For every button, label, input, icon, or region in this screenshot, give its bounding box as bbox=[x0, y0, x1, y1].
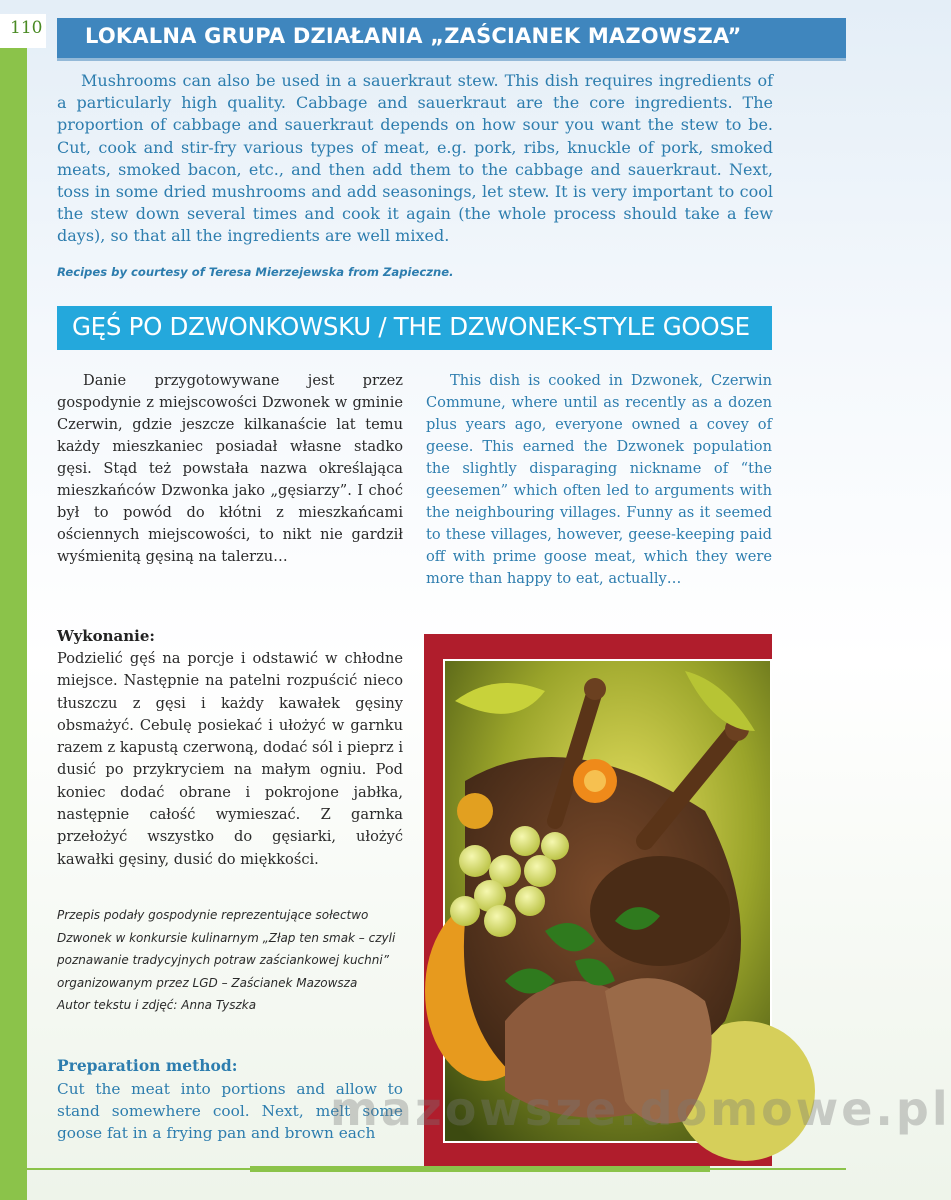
polish-intro: Danie przygotowywane jest przez gospodynie z miejscowości Dzwonek w gminie Czerwin, gdzie jeszcze kilkanaście lat temu każdy mieszkaniec posiadał własne stadko gęsi. Stąd też powstała nazwa określająca mieszkańców Dzwonka jako „gęsiarzy”. I choć był to powód do kłótni z mieszkańcami ościennych miejscowości, to nikt nie gardził wyśmienitą gęsiną na talerzu… bbox=[57, 372, 403, 565]
note-text: Przepis podały gospodynie reprezentujące sołectwo Dzwonek w konkursie kulinarnym „Złap ten smak – czyli poznawanie tradycyjnych potraw zaściankowej kuchni” organizowanym przez LGD – Zaścianek Mazowsza bbox=[57, 908, 396, 990]
page-number: 110 bbox=[10, 18, 43, 38]
goose-dish-photo bbox=[445, 661, 770, 1141]
preparation-text: Cut the meat into portions and allow to stand somewhere cool. Next, melt some goose fat in a frying pan and brown each bbox=[57, 1080, 403, 1142]
left-decorative-bar bbox=[0, 48, 27, 1200]
recipe-note bbox=[57, 904, 403, 1017]
preparation-heading: Preparation method: bbox=[57, 1056, 238, 1075]
english-intro: This dish is cooked in Dzwonek, Czerwin Commune, where until as recently as a dozen plus years ago, everyone owned a covey of geese. This earned the Dzwonek population the slightly disparaging nickname of “the geesemen” which often led to arguments with the neighbouring villages. Funny as it seemed to these villages, however, geese-keeping paid off with prime goose meat, which they were more than happy to eat, actually… bbox=[426, 372, 772, 587]
watermark: mazowsze.domowe.pl bbox=[330, 1082, 951, 1136]
recipe-credit: Recipes by courtesy of Teresa Mierzejewska from Zapieczne. bbox=[57, 265, 454, 279]
wykonanie-heading: Wykonanie: bbox=[57, 627, 155, 645]
header-title: LOKALNA GRUPA DZIAŁANIA „ZAŚCIANEK MAZOWSZA” bbox=[85, 24, 742, 48]
wykonanie-text: Podzielić gęś na porcje i odstawić w chłodne miejsce. Następnie na patelni rozpuścić nieco tłuszczu z gęsi i każdy kawałek gęsiny obsmażyć. Cebulę posiekać i ułożyć w garnku razem z kapustą czerwoną, dodać sól i pieprz i dusić po przykryciem na małym ogniu. Pod koniec dodać obrane i pokrojone jabłka, następnie całość wymieszać. Z garnka przełożyć wszystko do gęsiarki, ułożyć kawałki gęsiny, dusić do miękkości. bbox=[57, 650, 403, 868]
goose-dish-illustration bbox=[445, 661, 770, 1141]
note-author: Autor tekstu i zdjęć: Anna Tyszka bbox=[57, 998, 257, 1012]
bottom-accent-bar bbox=[250, 1166, 710, 1172]
section-title: GĘŚ PO DZWONKOWSKU / THE DZWONEK-STYLE GOOSE bbox=[72, 312, 750, 341]
intro-paragraph: Mushrooms can also be used in a sauerkraut stew. This dish requires ingredients of a particularly high quality. Cabbage and sauerkraut are the core ingredients. The proportion of cabbage and sauerkraut depends on how sour you want the stew to be. Cut, cook and stir-fry various types of meat, e.g. pork, ribs, knuckle of pork, smoked meats, smoked bacon, etc., and then add them to the cabbage and sauerkraut. Next, toss in some dried mushrooms and add seasonings, let stew. It is very important to cool the stew down several times and cook it again (the whole process should take a few days), so that all the ingredients are well mixed. bbox=[57, 71, 773, 246]
